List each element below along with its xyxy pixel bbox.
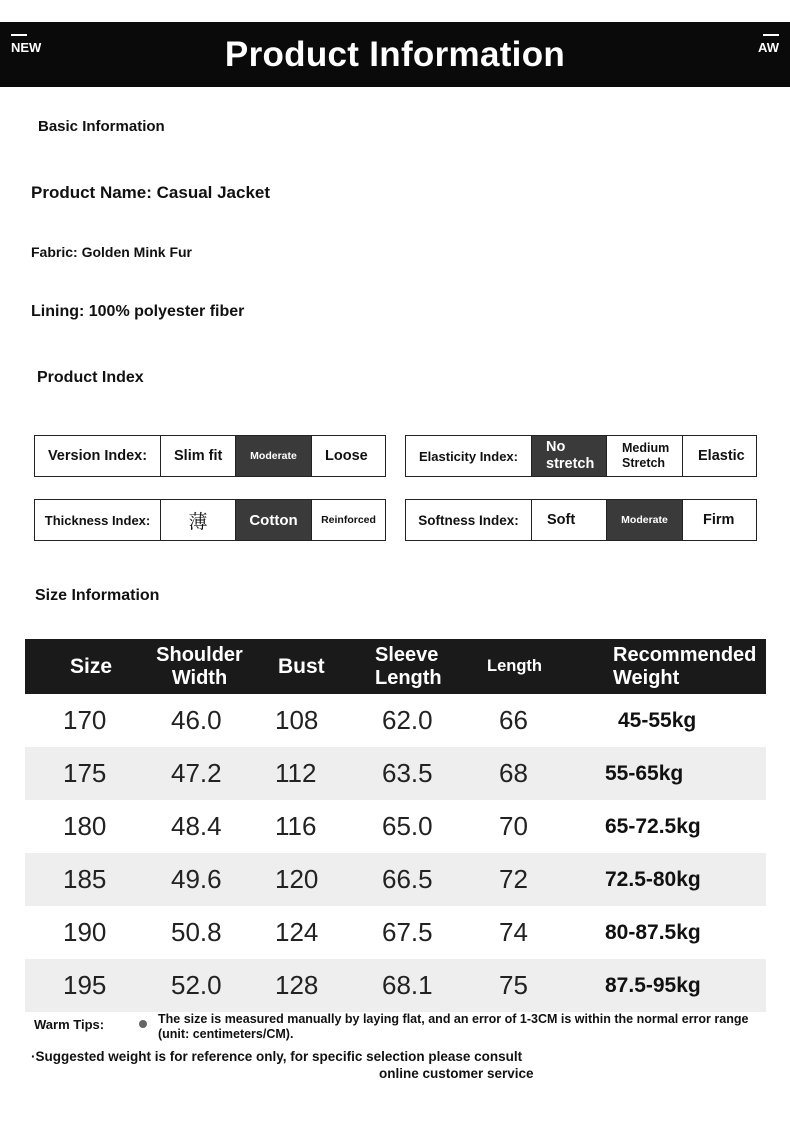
thickness-index: [34, 499, 386, 541]
product-lining: Lining: 100% polyester fiber: [31, 303, 245, 320]
size-info-heading: Size Information: [35, 587, 160, 604]
size-table-body: [25, 694, 766, 1012]
cell-length: 72: [499, 864, 528, 894]
cell-weight: 55-65kg: [605, 761, 684, 785]
cell-sleeve-length: 65.0: [382, 811, 433, 841]
col-sleeve-length: Sleeve Length: [375, 643, 442, 689]
warm-tips-note-3: online customer service: [379, 1066, 534, 1081]
cell-bust: 120: [275, 864, 319, 894]
warm-tips-note-1: The size is measured manually by laying flat, and an error of 1-3CM is within the normal error range (unit: centimeters/CM).: [158, 1012, 749, 1041]
warm-tips-label: Warm Tips:: [34, 1017, 105, 1032]
version-option-slim-fit: Slim fit: [161, 436, 236, 476]
cell-bust: 116: [275, 811, 317, 841]
table-row: [25, 906, 766, 959]
cell-weight: 87.5-95kg: [605, 973, 701, 997]
cell-size: 180: [63, 811, 107, 841]
cell-length: 74: [499, 917, 528, 947]
cell-sleeve-length: 68.1: [382, 970, 433, 1000]
softness-option-firm: Firm: [703, 512, 735, 528]
cell-size: 190: [63, 917, 107, 947]
elasticity-index: [405, 435, 757, 477]
cell-shoulder-width: 49.6: [171, 864, 222, 894]
thickness-index-label: Thickness Index:: [35, 500, 161, 540]
thickness-option-cotton: Cotton: [236, 500, 312, 540]
softness-option-soft: Soft: [532, 500, 607, 540]
cell-bust: 112: [275, 758, 317, 788]
page-title: Product Information: [224, 35, 566, 74]
cell-bust: 124: [275, 917, 319, 947]
cell-sleeve-length: 66.5: [382, 864, 433, 894]
table-row: [25, 959, 766, 1012]
product-fabric: Fabric: Golden Mink Fur: [31, 244, 193, 260]
elasticity-option-medium-stretch: Medium Stretch: [607, 436, 683, 476]
cell-sleeve-length: 67.5: [382, 917, 433, 947]
cell-bust: 108: [275, 705, 319, 735]
cell-weight: 45-55kg: [618, 708, 697, 732]
cell-shoulder-width: 52.0: [171, 970, 222, 1000]
season-tag: AW: [758, 34, 779, 55]
cell-length: 70: [499, 811, 528, 841]
new-tag: NEW: [11, 34, 41, 55]
cell-size: 170: [63, 705, 107, 735]
cell-size: 195: [63, 970, 107, 1000]
cell-length: 68: [499, 758, 528, 788]
cell-shoulder-width: 46.0: [171, 705, 222, 735]
col-shoulder-width: Shoulder Width: [156, 643, 243, 689]
cell-length: 66: [499, 705, 528, 735]
cell-weight: 80-87.5kg: [605, 920, 701, 944]
table-row: [25, 694, 766, 747]
cell-sleeve-length: 63.5: [382, 758, 433, 788]
elasticity-option-elastic: Elastic: [698, 448, 745, 464]
product-index-heading: Product Index: [37, 369, 144, 386]
thickness-option-thin: 薄: [161, 500, 236, 540]
version-index: [34, 435, 386, 477]
version-index-label: Version Index:: [35, 436, 161, 476]
warm-tips-note-2: ·Suggested weight is for reference only, for specific selection please consult: [31, 1049, 523, 1064]
cell-size: 175: [63, 758, 107, 788]
table-row: [25, 853, 766, 906]
elasticity-option-no-stretch: No stretch: [532, 436, 607, 476]
table-row: [25, 800, 766, 853]
elasticity-index-label: Elasticity Index:: [406, 436, 532, 476]
softness-index: [405, 499, 757, 541]
thickness-option-reinforced: Reinforced: [321, 514, 376, 526]
version-option-moderate: Moderate: [236, 436, 312, 476]
col-size: Size: [70, 655, 113, 678]
cell-shoulder-width: 50.8: [171, 917, 222, 947]
basic-info-heading: Basic Information: [38, 118, 165, 135]
cell-weight: 65-72.5kg: [605, 814, 701, 838]
cell-shoulder-width: 48.4: [171, 811, 222, 841]
page-header: [0, 22, 790, 87]
cell-bust: 128: [275, 970, 319, 1000]
col-recommended-weight: Recommended Weight: [613, 643, 757, 689]
size-table-header: [25, 639, 766, 694]
col-length: Length: [487, 657, 542, 675]
softness-index-label: Softness Index:: [406, 500, 532, 540]
version-option-loose: Loose: [325, 448, 368, 464]
cell-size: 185: [63, 864, 107, 894]
bullet-icon: [139, 1020, 147, 1028]
col-bust: Bust: [278, 655, 325, 678]
size-table: [25, 639, 766, 1012]
table-row: [25, 747, 766, 800]
cell-length: 75: [499, 970, 528, 1000]
softness-option-moderate: Moderate: [607, 500, 683, 540]
product-name: Product Name: Casual Jacket: [31, 183, 271, 202]
cell-shoulder-width: 47.2: [171, 758, 222, 788]
cell-sleeve-length: 62.0: [382, 705, 433, 735]
cell-weight: 72.5-80kg: [605, 867, 701, 891]
